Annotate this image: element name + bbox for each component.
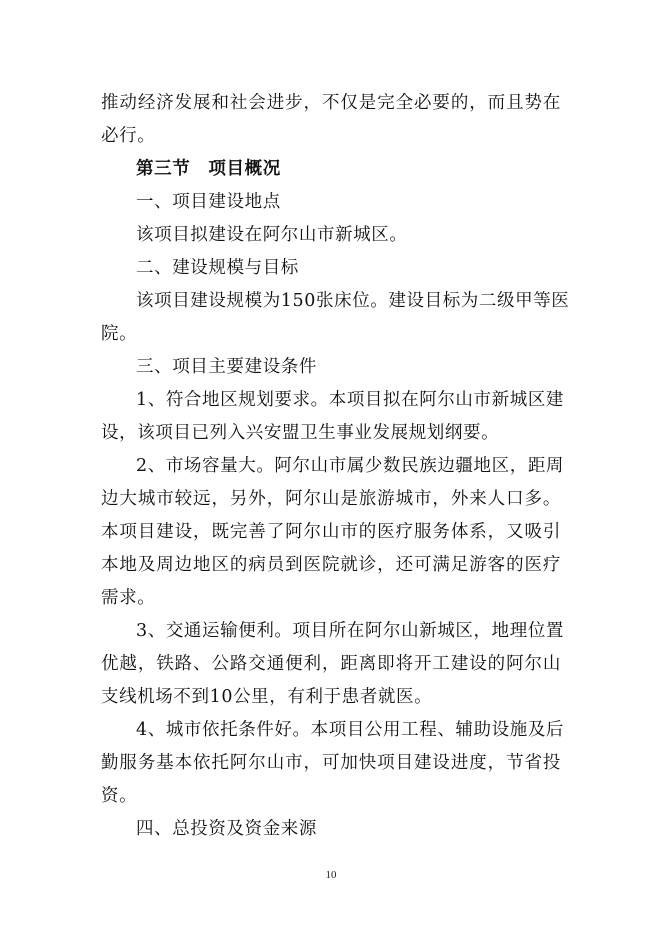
paragraph-line: 支线机场不到10公里，有利于患者就医。	[101, 687, 433, 707]
paragraph-line: 勤服务基本依托阿尔山市，可加快项目建设进度，节省投	[101, 753, 561, 773]
subsection-heading: 三、项目主要建设条件	[136, 357, 317, 377]
page-number: 10	[325, 869, 337, 881]
paragraph-line: 本项目建设，既完善了阿尔山市的医疗服务体系，又吸引	[101, 522, 561, 542]
paragraph-line: 必行。	[101, 126, 156, 146]
paragraph-line: 该项目拟建设在阿尔山市新城区。	[136, 225, 408, 245]
paragraph-line: 优越，铁路、公路交通便利，距离即将开工建设的阿尔山	[101, 654, 561, 674]
paragraph-line: 1、符合地区规划要求。本项目拟在阿尔山市新城区建	[136, 390, 565, 410]
paragraph-line: 2、市场容量大。阿尔山市属少数民族边疆地区，距周	[136, 456, 565, 476]
subsection-heading: 一、项目建设地点	[136, 192, 281, 212]
paragraph-line: 本地及周边地区的病员到医院就诊，还可满足游客的医疗	[101, 555, 561, 575]
subsection-heading: 二、建设规模与目标	[136, 258, 299, 278]
subsection-heading: 四、总投资及资金来源	[136, 819, 317, 839]
paragraph-line: 需求。	[101, 588, 156, 608]
paragraph-line: 边大城市较远，另外，阿尔山是旅游城市，外来人口多。	[101, 489, 561, 509]
paragraph-line: 院。	[101, 324, 138, 344]
paragraph-line: 设，该项目已列入兴安盟卫生事业发展规划纲要。	[101, 423, 500, 443]
paragraph-line: 3、交通运输便利。项目所在阿尔山新城区，地理位置	[136, 621, 565, 641]
section-heading: 第三节 项目概况	[136, 159, 281, 179]
paragraph-line: 资。	[101, 786, 138, 806]
paragraph-line: 4、城市依托条件好。本项目公用工程、辅助设施及后	[136, 720, 565, 740]
paragraph-line: 该项目建设规模为150张床位。建设目标为二级甲等医	[136, 291, 570, 311]
paragraph-line: 推动经济发展和社会进步，不仅是完全必要的，而且势在	[101, 93, 561, 113]
